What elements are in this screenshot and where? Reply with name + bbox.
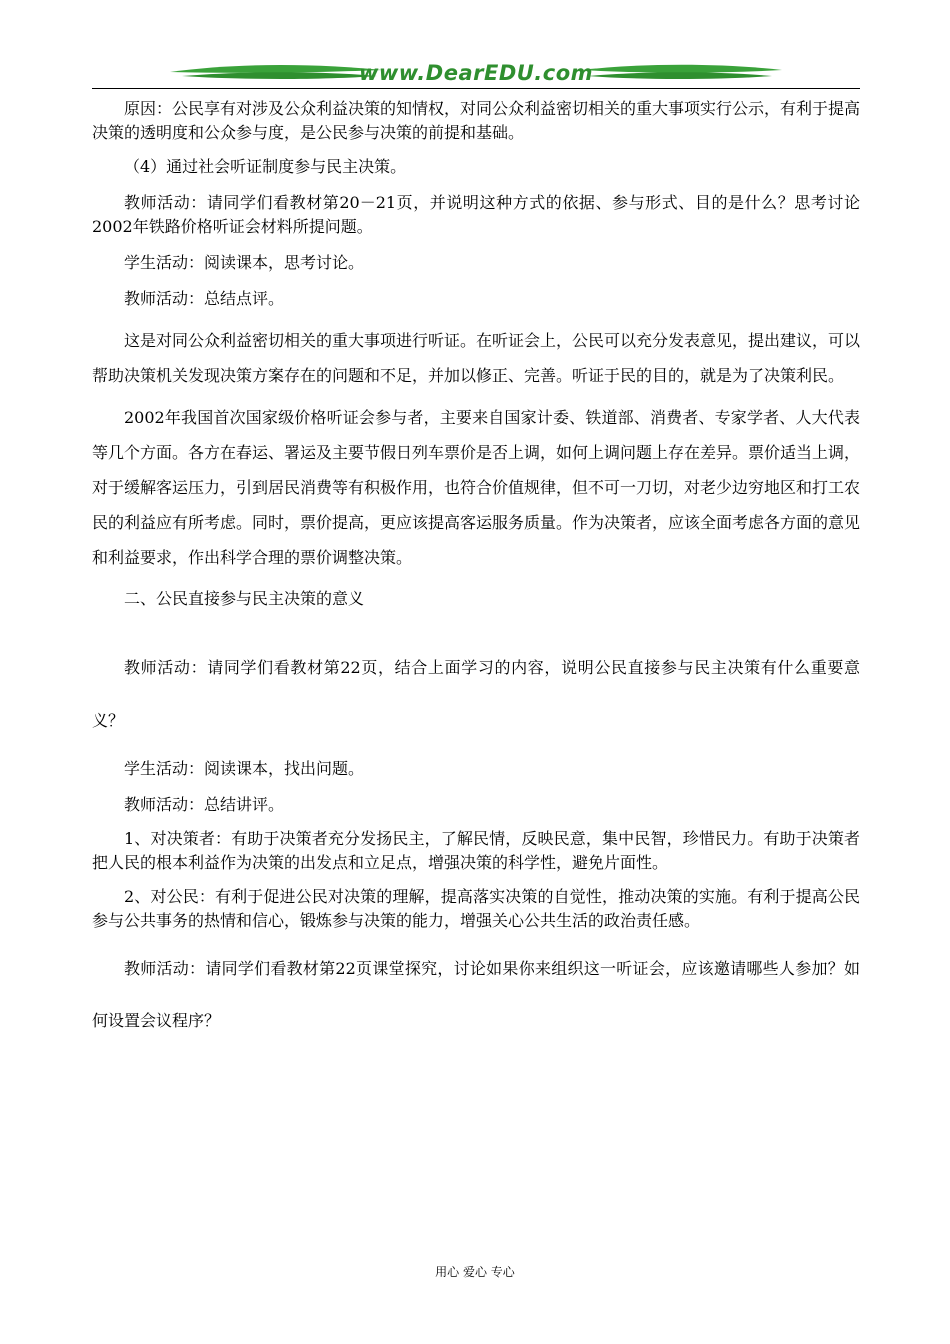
document-body: [92, 97, 860, 1047]
paragraph-2002: 2002年我国首次国家级价格听证会参与者，主要来自国家计委、铁道部、消费者、专家学者、人大代表等几个方面。各方在春运、署运及主要节假日列车票价是否上调，如何上调问题上存在差异。票价适当上调，对于缓解客运压力，引到居民消费等有积极作用，也符合价值规律，但不可一刀切，对老少边穷地区和打工农民的利益应有所考虑。同时，票价提高，更应该提高客运服务质量。作为决策者，应该全面考虑各方面的意见和利益要求，作出科学合理的票价调整决策。: [92, 408, 861, 567]
paragraph-teacher-1: 教师活动：请同学们看教材第20－21页，并说明这种方式的依据、参与形式、目的是什么？思考讨论2002年铁路价格听证会材料所提问题。: [92, 193, 860, 236]
paragraph-reason: 原因：公民享有对涉及公众利益决策的知情权，对同公众利益密切相关的重大事项实行公示，有利于提高决策的透明度和公众参与度，是公民参与决策的前提和基础。: [92, 99, 861, 142]
paragraph-student-1: 学生活动：阅读课本，思考讨论。: [124, 253, 365, 272]
paragraph-teacher-4: 教师活动：总结讲评。: [124, 795, 285, 814]
site-header: [92, 56, 860, 90]
header-rule: [92, 88, 860, 89]
paragraph-teacher-3: 教师活动：请同学们看教材第22页，结合上面学习的内容，说明公民直接参与民主决策有什么重要意义？: [92, 658, 860, 730]
paragraph-heading-4: （4）通过社会听证制度参与民主决策。: [124, 157, 407, 176]
paragraph-teacher-5: 教师活动：请同学们看教材第22页课堂探究，讨论如果你来组织这一听证会，应该邀请哪些人参加？如何设置会议程序？: [92, 959, 860, 1030]
paragraph-point-2: 2、对公民：有利于促进公民对决策的理解，提高落实决策的自觉性，推动决策的实施。有利于提高公民参与公共事务的热情和信心，锻炼参与决策的能力，增强关心公共生活的政治责任感。: [92, 887, 860, 930]
paragraph-teacher-2: 教师活动：总结点评。: [124, 289, 285, 308]
paragraph-student-2: 学生活动：阅读课本，找出问题。: [124, 759, 365, 778]
paragraph-hearing: 这是对同公众利益密切相关的重大事项进行听证。在听证会上，公民可以充分发表意见，提出建议，可以帮助决策机关发现决策方案存在的问题和不足，并加以修正、完善。听证于民的目的，就是为了决策利民。: [92, 331, 861, 385]
page-footer: 用心 爱心 专心: [435, 1265, 515, 1279]
paragraph-point-1: 1、对决策者：有助于决策者充分发扬民主，了解民情，反映民意，集中民智，珍惜民力。有助于决策者把人民的根本利益作为决策的出发点和立足点，增强决策的科学性，避免片面性。: [92, 829, 860, 872]
section-heading-2: 二、公民直接参与民主决策的意义: [124, 589, 365, 608]
site-logo-text: www.DearEDU.com: [358, 61, 594, 85]
